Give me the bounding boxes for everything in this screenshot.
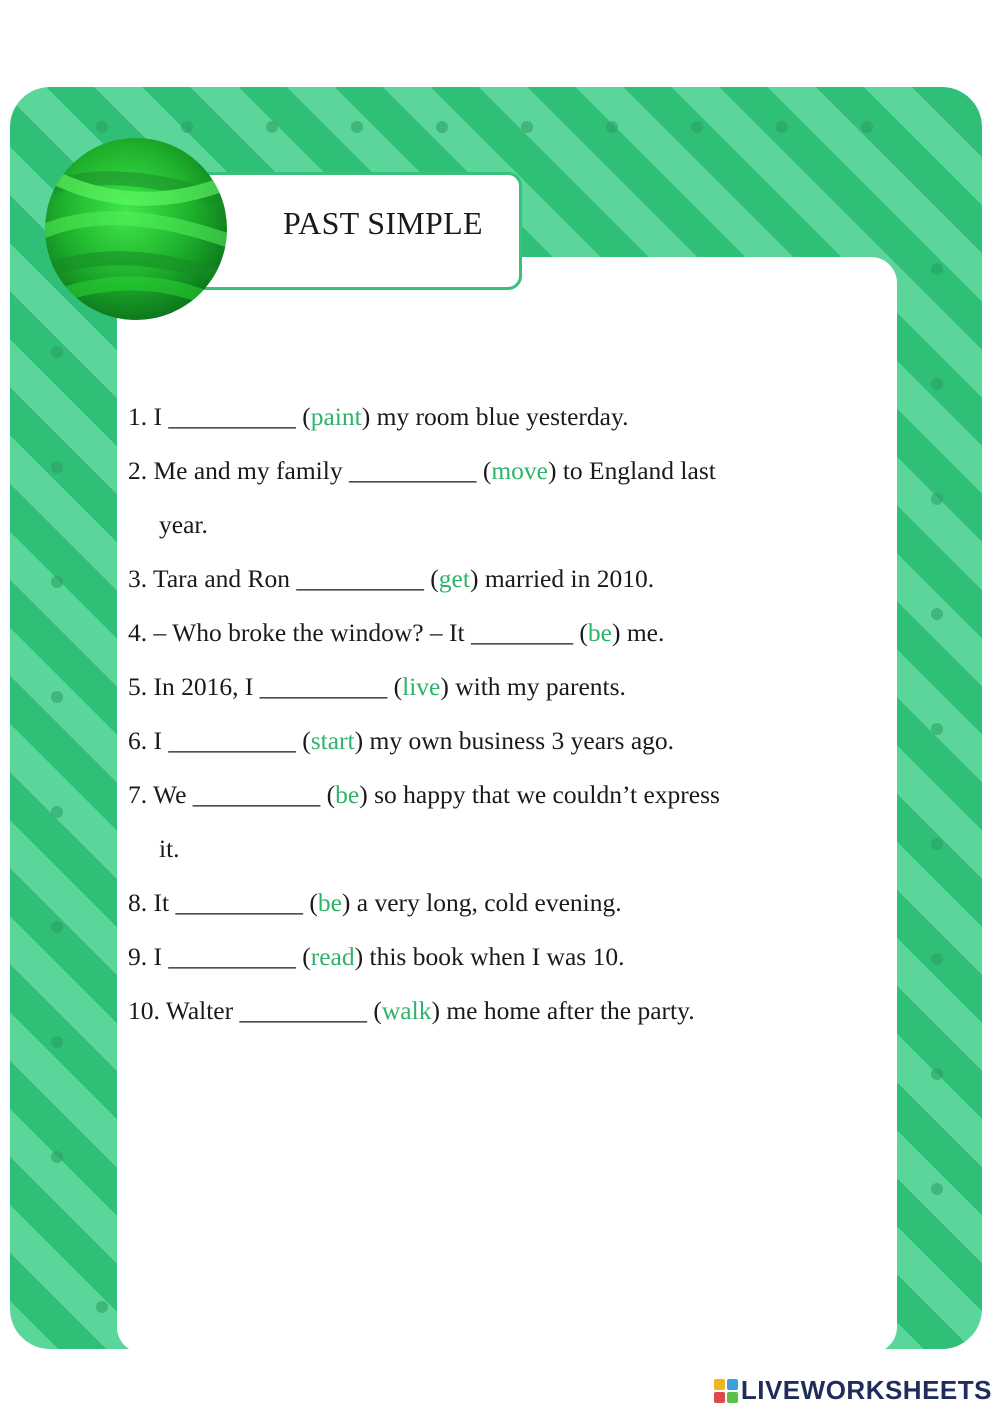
liveworksheets-logo-icon <box>714 1379 738 1403</box>
item-text: ) me home after the party. <box>431 996 695 1025</box>
item-text: ) to England last <box>547 456 716 485</box>
verb-hint: paint <box>310 402 362 431</box>
item-number: 10. <box>128 996 160 1025</box>
item-text: Tara and Ron __________ ( <box>153 564 439 593</box>
item-text: ) so happy that we couldn’t express <box>359 780 720 809</box>
green-sphere-badge <box>43 136 229 322</box>
item-text: ) with my parents. <box>440 672 626 701</box>
verb-hint: be <box>335 780 360 809</box>
verb-hint: get <box>438 564 470 593</box>
item-number: 5. <box>128 672 148 701</box>
item-text: ) a very long, cold evening. <box>341 888 622 917</box>
item-number: 2. <box>128 456 148 485</box>
exercise-item <box>128 714 868 768</box>
item-text: Me and my family __________ ( <box>153 456 492 485</box>
verb-hint: start <box>310 726 355 755</box>
worksheet-title: PAST SIMPLE <box>283 205 483 241</box>
exercise-item <box>128 606 868 660</box>
liveworksheets-logo[interactable] <box>714 1375 992 1406</box>
exercise-item <box>128 390 868 444</box>
item-text: ) this book when I was 10. <box>354 942 625 971</box>
verb-hint: walk <box>381 996 432 1025</box>
exercise-list <box>128 390 868 1038</box>
item-text: I __________ ( <box>153 402 311 431</box>
item-text: I __________ ( <box>153 942 311 971</box>
item-text: ) married in 2010. <box>469 564 655 593</box>
item-text: ) my room blue yesterday. <box>361 402 629 431</box>
verb-hint: be <box>317 888 342 917</box>
item-number: 4. <box>128 618 148 647</box>
item-text: ) my own business 3 years ago. <box>354 726 675 755</box>
item-text: It __________ ( <box>153 888 318 917</box>
item-text: In 2016, I __________ ( <box>153 672 403 701</box>
item-number: 9. <box>128 942 148 971</box>
verb-hint: live <box>402 672 441 701</box>
exercise-item <box>128 984 868 1038</box>
item-continuation: year. <box>159 510 208 539</box>
item-number: 7. <box>128 780 148 809</box>
verb-hint: move <box>491 456 548 485</box>
brand-name: LIVEWORKSHEETS <box>740 1375 992 1405</box>
exercise-item <box>128 444 868 552</box>
item-continuation: it. <box>159 834 180 863</box>
item-text: ) me. <box>611 618 665 647</box>
item-number: 3. <box>128 564 148 593</box>
item-text: I __________ ( <box>153 726 311 755</box>
item-number: 8. <box>128 888 148 917</box>
exercise-item <box>128 930 868 984</box>
item-number: 6. <box>128 726 148 755</box>
exercise-item <box>128 552 868 606</box>
exercise-item <box>128 768 868 876</box>
verb-hint: be <box>587 618 612 647</box>
item-text: Walter __________ ( <box>165 996 382 1025</box>
verb-hint: read <box>310 942 355 971</box>
exercise-item <box>128 876 868 930</box>
item-text: – Who broke the window? – It ________ ( <box>153 618 588 647</box>
exercise-item <box>128 660 868 714</box>
item-number: 1. <box>128 402 148 431</box>
item-text: We __________ ( <box>153 780 336 809</box>
